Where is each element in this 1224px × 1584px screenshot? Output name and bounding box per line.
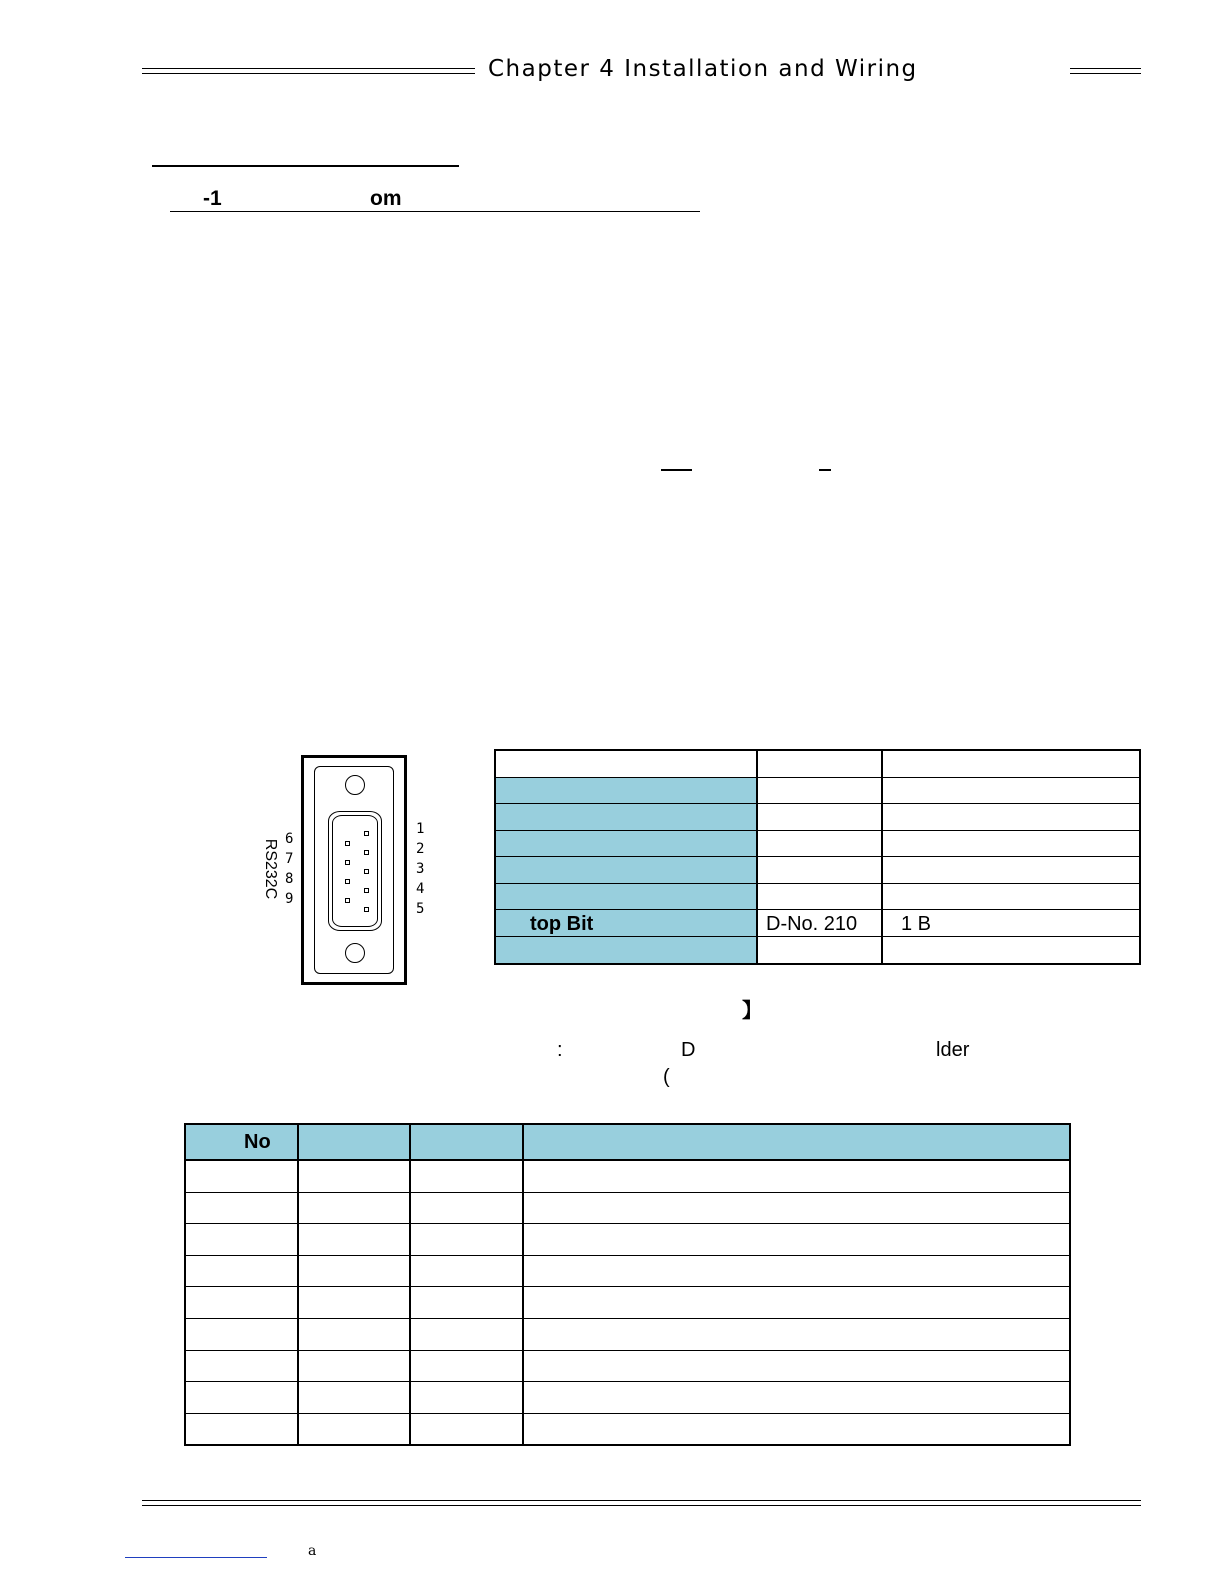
table-row-stop-bit <box>496 910 1139 937</box>
table-cell <box>299 1414 411 1446</box>
table-row <box>496 937 1139 963</box>
pin-number-1: 1 <box>416 821 425 837</box>
table-header-row <box>186 1125 1069 1161</box>
chapter-title: Chapter 4 Installation and Wiring <box>488 56 918 82</box>
header-rule-left <box>142 68 475 74</box>
table-row <box>496 857 1139 884</box>
pin-number-8: 8 <box>285 871 294 887</box>
pin-3 <box>364 869 369 874</box>
footer-link-underline[interactable] <box>125 1557 267 1558</box>
connector-face <box>314 766 394 974</box>
note-paren: ( <box>663 1066 670 1088</box>
section-number: -1 <box>203 187 222 210</box>
pin-number-9: 9 <box>285 891 294 907</box>
pin-assignment-table <box>184 1123 1071 1446</box>
pin-number-5: 5 <box>416 901 425 917</box>
table-cell <box>186 1351 299 1382</box>
table-cell <box>299 1224 411 1255</box>
table-row <box>496 804 1139 831</box>
table-cell <box>411 1224 524 1255</box>
note-d: D <box>681 1039 696 1061</box>
note-colon: : <box>557 1039 563 1061</box>
table-cell <box>524 1193 1069 1224</box>
comm-settings-table <box>494 749 1141 965</box>
table-row <box>186 1256 1069 1288</box>
pin-number-4: 4 <box>416 881 425 897</box>
section-title: om <box>370 187 402 210</box>
stop-bit-value: 1 B <box>901 913 932 935</box>
table-cell <box>186 1287 299 1318</box>
table-cell <box>299 1319 411 1350</box>
table-cell <box>186 1256 299 1287</box>
table-row <box>186 1351 1069 1383</box>
table-cell <box>524 1287 1069 1318</box>
table-cell <box>299 1193 411 1224</box>
table-row <box>186 1319 1069 1351</box>
stop-bit-param: D-No. 210 <box>766 913 858 935</box>
table-row <box>186 1224 1069 1256</box>
table-cell <box>524 1382 1069 1413</box>
table-cell <box>411 1414 524 1446</box>
table-cell <box>299 1287 411 1318</box>
db9-connector <box>301 755 407 985</box>
table-cell <box>186 1161 299 1192</box>
pin-9 <box>345 898 350 903</box>
table-row <box>186 1161 1069 1193</box>
mount-hole-bottom <box>345 943 365 963</box>
pin-number-7: 7 <box>285 851 294 867</box>
header-rule-right <box>1070 68 1141 74</box>
pin-5 <box>364 907 369 912</box>
stop-bit-label: top Bit <box>530 913 594 935</box>
pin-4 <box>364 888 369 893</box>
pin-number-3: 3 <box>416 861 425 877</box>
table-row <box>496 751 1139 778</box>
pin-6 <box>345 841 350 846</box>
table-row <box>496 831 1139 858</box>
table-cell <box>524 1224 1069 1255</box>
table-cell <box>299 1256 411 1287</box>
table-cell <box>411 1193 524 1224</box>
table-row <box>496 778 1139 805</box>
mount-hole-top <box>345 775 365 795</box>
table-cell <box>524 1256 1069 1287</box>
d-shell <box>328 811 382 931</box>
table-row <box>186 1382 1069 1414</box>
pin-number-2: 2 <box>416 841 425 857</box>
connector-label: RS232C <box>262 838 280 900</box>
table-cell <box>524 1319 1069 1350</box>
table-cell <box>411 1351 524 1382</box>
table-cell <box>186 1193 299 1224</box>
table-cell <box>524 1351 1069 1382</box>
table-caption-bracket: 】 <box>742 1000 762 1022</box>
underline-mark <box>661 469 692 471</box>
table-cell <box>411 1161 524 1192</box>
table-cell <box>524 1161 1069 1192</box>
table-cell <box>299 1161 411 1192</box>
table-cell <box>299 1351 411 1382</box>
table-cell <box>186 1382 299 1413</box>
section-rule-bottom <box>170 211 700 212</box>
table-row <box>496 884 1139 911</box>
table-cell <box>411 1287 524 1318</box>
footer-text: a <box>308 1543 317 1559</box>
table-row <box>186 1287 1069 1319</box>
pin-8 <box>345 879 350 884</box>
table-row <box>186 1414 1069 1446</box>
pin-1 <box>364 831 369 836</box>
pin-number-6: 6 <box>285 831 294 847</box>
table-cell <box>186 1414 299 1446</box>
section-rule-top <box>152 165 459 167</box>
note-lder: lder <box>936 1039 970 1061</box>
table-cell <box>299 1382 411 1413</box>
table-cell <box>411 1256 524 1287</box>
underline-mark <box>819 469 831 471</box>
header-no: No <box>244 1131 271 1153</box>
pin-7 <box>345 860 350 865</box>
table-cell <box>411 1382 524 1413</box>
pin-2 <box>364 850 369 855</box>
table-cell <box>186 1224 299 1255</box>
footer-rule <box>142 1500 1141 1506</box>
table-cell <box>186 1319 299 1350</box>
table-cell <box>411 1319 524 1350</box>
table-row <box>186 1193 1069 1225</box>
table-cell <box>524 1414 1069 1446</box>
